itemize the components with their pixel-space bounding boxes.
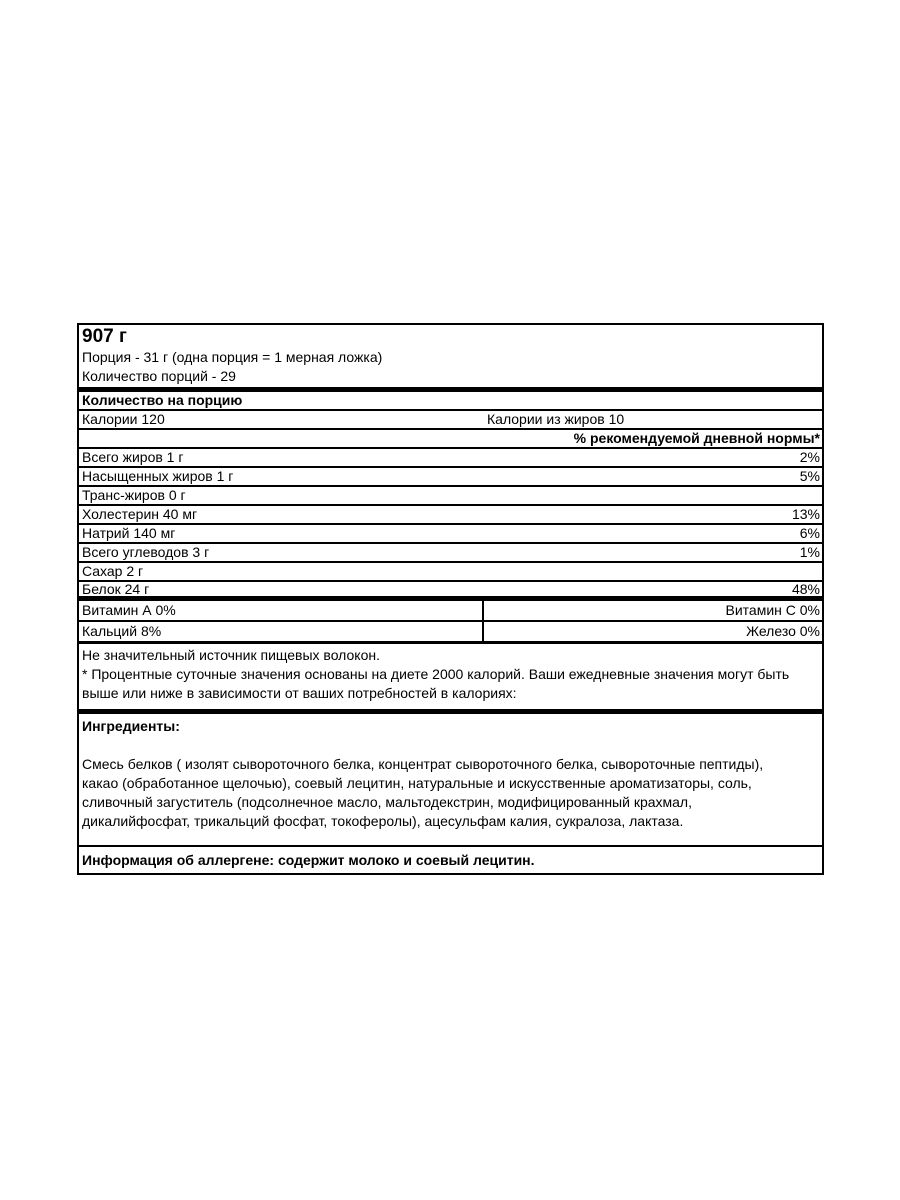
servings-count: Количество порций - 29 [82, 368, 236, 384]
nutrient-row-cholesterol [79, 506, 822, 525]
nutrient-row-total-fat [79, 449, 822, 468]
nutrient-row-sodium [79, 525, 822, 544]
nutrient-name: Всего жиров 1 г [82, 449, 184, 465]
nutrient-row-saturated-fat [79, 468, 822, 487]
nutrient-daily-value: 5% [799, 468, 820, 484]
footnotes [79, 644, 822, 714]
nutrient-name: Насыщенных жиров 1 г [82, 468, 234, 484]
nutrient-name: Транс-жиров 0 г [82, 487, 186, 503]
nutrition-facts-label [77, 323, 824, 875]
nutrient-name: Натрий 140 мг [82, 525, 176, 541]
nutrient-row-trans-fat [79, 487, 822, 506]
amount-per-serving-label: Количество на порцию [82, 392, 243, 408]
daily-value-header-row [79, 430, 822, 449]
ingredients-line: Смесь белков ( изолят сывороточного белка, концентрат сывороточного белка, сывороточные пептиды), [82, 756, 764, 772]
nutrient-daily-value: 48% [791, 580, 820, 597]
nutrient-row-total-carbs [79, 544, 822, 563]
ingredients-line: дикалийфосфат, трикальций фосфат, токоферолы), ацесульфам калия, сукралоза, лактаза. [82, 813, 684, 829]
nutrient-daily-value: 6% [799, 525, 820, 541]
ingredients-title: Ингредиенты: [82, 718, 180, 734]
daily-value-header: % рекомендуемой дневной нормы* [573, 430, 820, 446]
daily-value-footnote: * Процентные суточные значения основаны на диете 2000 калорий. Ваши ежедневные значения могут быть выше или ниже в зависимости от ваших потребностей в калориях: [82, 666, 790, 701]
nutrient-daily-value: 2% [799, 449, 820, 465]
nutrient-name: Сахар 2 г [82, 563, 144, 579]
nutrient-row-sugar [79, 563, 822, 582]
nutrient-name: Всего углеводов 3 г [82, 544, 210, 560]
mineral-row [79, 622, 822, 644]
calories-from-fat-label: Калории из жиров 10 [487, 411, 625, 427]
vitamin-row [79, 601, 822, 622]
ingredients-line: сливочный загуститель (подсолнечное масло, мальтодекстрин, модифицированный крахмал, [82, 794, 692, 810]
package-weight: 907 г [82, 326, 127, 347]
nutrient-name: Холестерин 40 мг [82, 506, 198, 522]
ingredients-line: какао (обработанное щелочью), соевый лецитин, натуральные и искусственные ароматизаторы, соль, [82, 775, 752, 791]
label-header [79, 325, 822, 392]
vitamin-c: Витамин С 0% [725, 602, 820, 618]
fiber-note: Не значительный источник пищевых волокон. [82, 647, 380, 663]
nutrient-daily-value: 13% [791, 506, 820, 522]
serving-size: Порция - 31 г (одна порция = 1 мерная ложка) [82, 349, 383, 365]
calcium: Кальций 8% [79, 622, 484, 641]
ingredients-section [79, 714, 822, 847]
calories-row [79, 411, 822, 430]
nutrient-name: Белок 24 г [82, 580, 150, 597]
calories-label: Калории 120 [82, 411, 165, 427]
iron: Железо 0% [746, 623, 820, 639]
vitamin-a: Витамин А 0% [79, 601, 484, 620]
nutrient-row-protein [79, 582, 822, 601]
allergen-info: Информация об аллергене: содержит молоко и соевый лецитин. [82, 852, 535, 868]
amount-per-serving-row [79, 392, 822, 411]
nutrient-daily-value: 1% [799, 544, 820, 560]
